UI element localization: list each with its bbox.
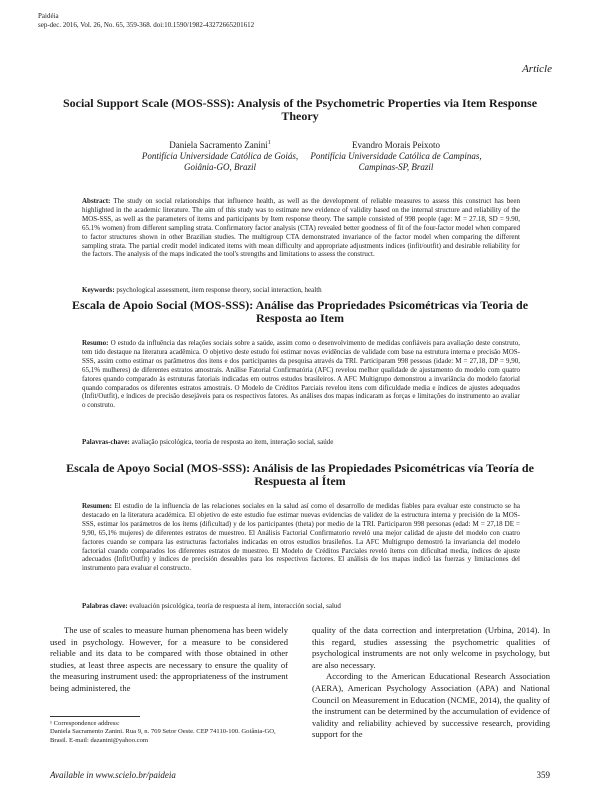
body-paragraph: According to the American Educational Research Association (AERA), American Psychology Association (APA) and National Council on Measurement in Education (NCME, 2014), the quality of the instrument can be determined by the accumulation of evidence of validity and reliability achieved by successive research, providing support for the: [312, 671, 550, 740]
title-english: Social Support Scale (MOS-SSS): Analysis of the Psychometric Properties via Item Response Theory: [62, 96, 538, 123]
author-1-location: Goiânia-GO, Brazil: [184, 162, 256, 172]
page-number: 359: [536, 770, 550, 780]
keywords-pt-text: avaliação psicológica, teoria de resposta ao item, interação social, saúde: [131, 438, 334, 446]
availability-link[interactable]: Available in www.scielo.br/paideia: [50, 770, 176, 780]
abstract-en-text: The study on social relationships that influence health, as well as the development of reliable measures to assess this construct has been highlighted in the academic literature. The aim of this study was to estimate new evidence of validity based on the internal structure and reliability of the MOS-SSS, as well as the parameters of items and participants by Item response theory. The sample consisted of 998 people (age: M = 27.18, SD = 9.90, 65.1% women) from different sampling strata. Confirmatory factor analysis (CTA) revealed better goodness of fit of the four-factor model when compared to factor structures shown in other Brazilian studies. The multigroup CTA demonstrated invariance of the factor model when comparing the different sampling strata. The partial credit model indicated items with mean difficulty and appropriate adjustments indices (infit/outfit) and desirable reliability for the factors. The analysis of the maps indicated the tool's strengths and limitations to assess the construct.: [82, 197, 520, 259]
author-1-footnote-mark: 1: [267, 140, 271, 146]
keywords-es-text: evaluación psicológica, teoría de respuesta al ítem, interacción social, salud: [129, 602, 341, 610]
abstract-pt-label: Resumo:: [82, 339, 109, 347]
body-paragraph: The use of scales to measure human phenomena has been widely used in psychology. However, for a measure to be considered reliable and its data to be compared with those obtained in other studies, at least three aspects are necessary to ensure the quality of the measuring instrument used: the appropriateness of the instrument being administered, the: [50, 625, 288, 693]
journal-header: [38, 12, 254, 30]
journal-name: Paidéia: [38, 12, 59, 20]
keywords-en-label: Keywords:: [82, 286, 115, 294]
abstract-pt-text: O estudo da influência das relações sociais sobre a saúde, assim como o desenvolvimento de medidas confiáveis para avaliação deste construto, tem tido destaque na literatura acadêmica. O objetivo deste estudo foi estimar novas evidências de validade com base na estrutura interna e precisão MOS-SSS, assim como estimar os parâmetros dos itens e dos participantes da pesquisa através da TRI. Participaram 998 pessoas (idade: M = 27,18, DP = 9,90, 65,1% mulheres) de diferentes estratos amostrais. Análise Fatorial Confirmatória (AFC) revelou melhor qualidade de ajustamento do modelo com quatro fatores quando comparado às estruturas fatoriais indicadas em outros estudos brasileiros. A AFC Multigrupo demonstrou a invariância do modelo fatorial quando comparados os diferentes estratos amostrais. O Modelo de Créditos Parciais revelou itens com dificuldade media e índices de ajustes adequados (Infit/Outfit), e índices de precisão desejáveis para os respectivos fatores. As análises dos mapas indicaram as forças e limitações do instrumento ao avaliar o construto.: [82, 339, 520, 410]
article-type-label: Article: [522, 63, 552, 75]
footnote: [50, 720, 290, 745]
footnote-divider: [50, 716, 140, 717]
abstract-english: [82, 197, 520, 259]
keywords-english: [82, 286, 520, 295]
title-spanish: Escala de Apoyo Social (MOS-SSS): Análisis de las Propiedades Psicométricas vía Teoría de Respuesta al Ítem: [66, 461, 534, 488]
abstract-es-text: El estudio de la influencia de las relaciones sociales en la salud así como el desarrollo de medidas fiables para evaluar este constructo se ha destacado en la literatura académica. El objetivo de este estudio fue estimar nuevas evidencias de validez de la estructura interna y precisión de la MOS-SSS, estimar los parámetros de los ítems (dificultad) y de los participantes (theta) por medio de la TRI. Participaron 998 personas (edad: M = 27,18 DE = 9,90, 65,1% mujeres) de diferentes estratos de muestreo. El Análisis Factorial Confirmatorio reveló una mejor calidad de ajuste del modelo con cuatro factores cuando se compara las estructuras factoriales indicadas en otros estudios brasileños. La AFC Multigrupo demostró la invariancia del modelo factorial cuando comparados los diferentes estratos de muestreo. El Modelo de Créditos Parciales reveló ítems con dificultad media, índices de ajuste adecuados (Infit/Outfit) y índices de precisión deseables para los respectivos factores. El análisis de los mapas indicó las fuerzas y limitaciones del instrumento para evaluar el constructo.: [82, 502, 520, 573]
author-2-name: Evandro Morais Peixoto: [352, 140, 440, 150]
author-2: [286, 140, 506, 173]
abstract-portuguese: [82, 339, 520, 410]
abstract-es-label: Resumen:: [82, 502, 112, 510]
keywords-en-text: psychological assessment, item response theory, social interaction, health: [116, 286, 322, 294]
keywords-es-label: Palabras clave:: [82, 602, 128, 610]
abstract-spanish: [82, 502, 520, 573]
body-column-left: [50, 625, 288, 695]
footnote-heading: ¹ Correspondence address:: [50, 720, 120, 727]
author-1-affiliation: Pontifícia Universidade Católica de Goiás,: [141, 151, 299, 161]
abstract-en-label: Abstract:: [82, 197, 111, 205]
keywords-pt-label: Palavras-chave:: [82, 438, 130, 446]
footnote-address: Daniela Sacramento Zanini. Rua 9, n. 769 Setor Oeste. CEP 74110-100. Goiânia-GO, Brasil. E-mail: dazanini@yahoo.com: [50, 728, 276, 744]
body-column-right: [312, 625, 550, 741]
body-paragraph: quality of the data correction and interpretation (Urbina, 2014). In this regard, studies assessing the psychometric qualities of psychological instruments are not only welcome in psychology, but are also necessary.: [312, 625, 550, 670]
keywords-spanish: [82, 602, 520, 611]
author-1-name: Daniela Sacramento Zanini: [169, 140, 268, 150]
title-portuguese: Escala de Apoio Social (MOS-SSS): Análise das Propriedades Psicométricas via Teoria de Resposta ao Item: [71, 298, 529, 325]
author-2-affiliation: Pontifícia Universidade Católica de Campinas,: [310, 151, 482, 161]
keywords-portuguese: [82, 438, 520, 447]
journal-citation: sep-dec. 2016, Vol. 26, No. 65, 359-368. doi:10.1590/1982-43272665201612: [38, 21, 255, 29]
author-2-location: Campinas-SP, Brazil: [358, 162, 434, 172]
